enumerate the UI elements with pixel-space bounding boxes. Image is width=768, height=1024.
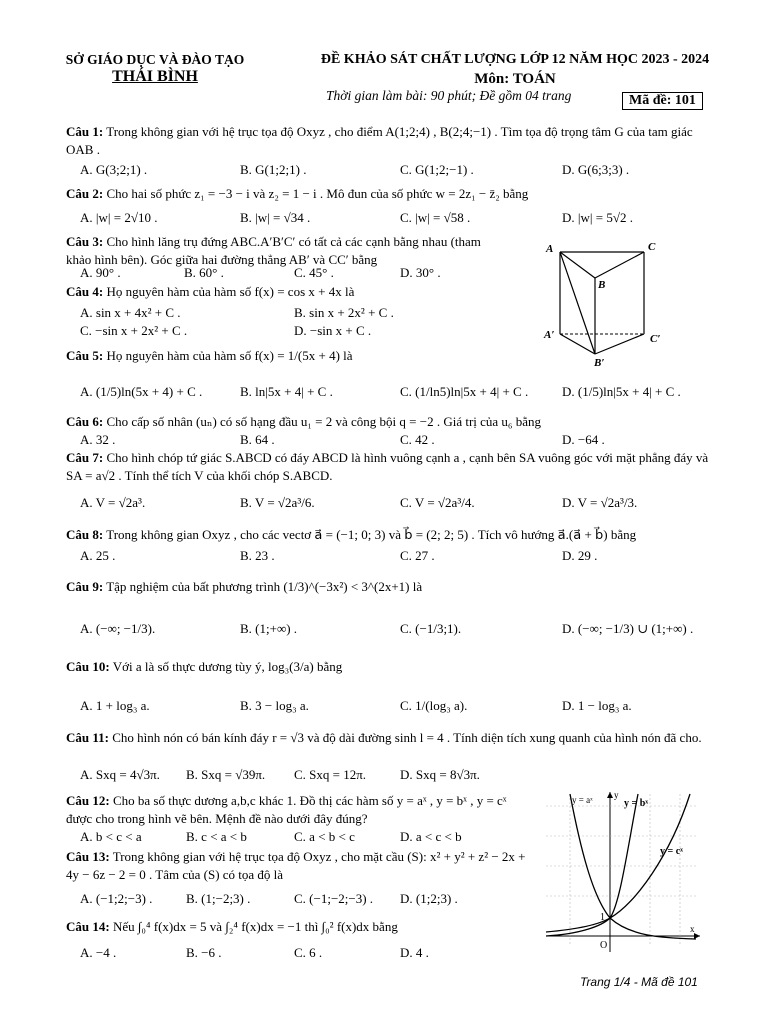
option-d: D. 4 . <box>400 945 429 960</box>
option-b: B. −6 . <box>186 945 222 960</box>
option-b: B. (1;+∞) . <box>240 621 298 636</box>
option-c: C. V = √2a³/4. <box>400 495 475 510</box>
option-d: D. (1/5)ln|5x + 4| + C . <box>562 384 681 399</box>
question-text: Nếu ∫₀⁴ f(x)dx = 5 và ∫₂⁴ f(x)dx = −1 thì ∫₀² f(x)dx bằng <box>112 919 398 934</box>
question-text: Trong không gian Oxyz , cho các vectơ a⃗ = (−1; 0; 3) và b⃗ = (2; 2; 5) . Tích vô hướng a⃗.(a⃗ + b⃗) bằng <box>106 527 637 542</box>
option-b: B. 60° . <box>184 265 224 280</box>
header-left <box>40 52 270 86</box>
subject: Môn: TOÁN <box>474 71 556 87</box>
prism-label-c-prime: C′ <box>650 333 661 345</box>
option-a: A. b < c < a <box>80 829 142 844</box>
label-one: 1 <box>600 912 605 923</box>
option-b: B. c < a < b <box>186 829 247 844</box>
question-8 <box>66 526 716 544</box>
option-b: B. 23 . <box>240 548 275 563</box>
option-c: C. a < b < c <box>294 829 355 844</box>
question-5 <box>66 347 716 365</box>
option-b: B. ln|5x + 4| + C . <box>240 384 333 399</box>
question-label: Câu 1: <box>66 124 104 139</box>
province-name: THÁI BÌNH <box>112 68 198 85</box>
question-label: Câu 7: <box>66 450 104 465</box>
option-a: A. V = √2a³. <box>80 495 146 510</box>
options-6 <box>80 431 720 449</box>
question-text: Tập nghiệm của bất phương trình (1/3)^(−3x²) < 3^(2x+1) là <box>106 579 423 594</box>
options-11 <box>80 766 720 784</box>
option-a: A. Sxq = 4√3π. <box>80 767 160 782</box>
question-9 <box>66 578 716 596</box>
question-label: Câu 9: <box>66 579 104 594</box>
options-1 <box>80 161 720 179</box>
option-c: C. G(1;2;−1) . <box>400 162 474 177</box>
question-text: Cho hai số phức z₁ = −3 − i và z₂ = 1 − i . Mô đun của số phức w = 2z₁ − z̄₂ bằng <box>106 186 529 201</box>
option-a: A. (−1;2;−3) . <box>80 891 153 906</box>
option-d: D. −64 . <box>562 432 605 447</box>
question-text: Với a là số thực dương tùy ý, log₃(3/a) bằng <box>112 659 343 674</box>
option-d: D. a < c < b <box>400 829 462 844</box>
question-text: Cho cấp số nhân (uₙ) có số hạng đầu u₁ = 2 và công bội q = −2 . Giá trị của u₆ bằng <box>106 414 541 429</box>
page-footer: Trang 1/4 - Mã đề 101 <box>580 975 698 989</box>
question-text: Trong không gian với hệ trục tọa độ Oxyz , cho điểm A(1;2;4) , B(2;4;−1) . Tìm tọa độ trọng tâm G của tam giác OAB . <box>66 124 693 157</box>
option-c: C. Sxq = 12π. <box>294 767 367 782</box>
question-4 <box>66 283 716 301</box>
exam-title: ĐỀ KHẢO SÁT CHẤT LƯỢNG LỚP 12 NĂM HỌC 2023 - 2024 <box>320 52 710 67</box>
option-d: D. 1 − log₃ a. <box>562 698 632 713</box>
department-name: SỞ GIÁO DỤC VÀ ĐÀO TẠO <box>65 52 245 67</box>
option-a: A. |w| = 2√10 . <box>80 210 158 225</box>
question-text: Trong không gian với hệ trục tọa độ Oxyz , cho mặt cầu (S): x² + y² + z² − 2x + 4y − 6z − 2 = 0 . Tâm của (S) có tọa độ là <box>66 849 526 882</box>
question-2 <box>66 185 716 203</box>
label-y-bx: y = bˣ <box>624 798 649 809</box>
option-d: D. Sxq = 8√3π. <box>400 767 480 782</box>
origin-label: O <box>600 940 608 951</box>
option-c: C. 1/(log₃ a). <box>400 698 468 713</box>
option-d: D. V = √2a³/3. <box>562 495 638 510</box>
option-b: B. Sxq = √39π. <box>186 767 266 782</box>
question-label: Câu 8: <box>66 527 104 542</box>
option-d: D. G(6;3;3) . <box>562 162 630 177</box>
question-7 <box>66 449 716 485</box>
question-text: Họ nguyên hàm của hàm số f(x) = 1/(5x + 4) là <box>106 348 353 363</box>
option-b: B. sin x + 2x² + C . <box>294 305 394 320</box>
question-text: Cho hình chóp tứ giác S.ABCD có đáy ABCD là hình vuông cạnh a , cạnh bên SA vuông góc với mặt phẳng đáy và SA = a√2 . Tính thể tích V của khối chóp S.ABCD. <box>66 450 709 483</box>
option-d: D. (−∞; −1/3) ∪ (1;+∞) . <box>562 621 694 636</box>
question-label: Câu 10: <box>66 659 110 674</box>
options-4a <box>80 304 720 322</box>
question-label: Câu 5: <box>66 348 104 363</box>
options-9 <box>80 620 720 638</box>
question-6 <box>66 413 716 431</box>
axis-label-x: x <box>690 924 695 934</box>
question-text: Họ nguyên hàm của hàm số f(x) = cos x + 4x là <box>106 284 355 299</box>
question-label: Câu 14: <box>66 919 110 934</box>
question-label: Câu 12: <box>66 793 110 808</box>
option-c: C. −sin x + 2x² + C . <box>80 323 188 338</box>
question-14 <box>66 918 526 936</box>
exponential-graph <box>540 786 710 956</box>
question-label: Câu 6: <box>66 414 104 429</box>
question-text: Cho hình nón có bán kính đáy r = √3 và độ dài đường sinh l = 4 . Tính diện tích xung quanh của hình nón đã cho. <box>112 730 702 745</box>
option-d: D. 29 . <box>562 548 598 563</box>
prism-label-c: C <box>648 241 656 253</box>
options-10 <box>80 697 720 715</box>
option-a: A. 32 . <box>80 432 116 447</box>
options-2 <box>80 209 720 227</box>
option-b: B. G(1;2;1) . <box>240 162 307 177</box>
option-c: C. 42 . <box>400 432 435 447</box>
option-c: C. |w| = √58 . <box>400 210 471 225</box>
option-c: C. (−1;−2;−3) . <box>294 891 374 906</box>
option-d: D. −sin x + C . <box>294 323 372 338</box>
options-7 <box>80 494 720 512</box>
option-a: A. −4 . <box>80 945 117 960</box>
option-a: A. (−∞; −1/3). <box>80 621 156 636</box>
option-b: B. |w| = √34 . <box>240 210 311 225</box>
options-5 <box>80 383 720 401</box>
question-10 <box>66 658 716 676</box>
option-b: B. (1;−2;3) . <box>186 891 251 906</box>
prism-label-a-prime: A′ <box>544 329 555 341</box>
question-label: Câu 13: <box>66 849 110 864</box>
option-a: A. G(3;2;1) . <box>80 162 148 177</box>
question-label: Câu 11: <box>66 730 109 745</box>
exam-code: Mã đề: 101 <box>622 92 703 110</box>
question-text: Cho ba số thực dương a,b,c khác 1. Đồ thị các hàm số y = aˣ , y = bˣ , y = cˣ được cho trong hình vẽ bên. Mệnh đề nào dưới đây đúng? <box>66 793 507 826</box>
question-label: Câu 2: <box>66 186 104 201</box>
option-d: D. |w| = 5√2 . <box>562 210 633 225</box>
question-label: Câu 3: <box>66 234 104 249</box>
option-a: A. (1/5)ln(5x + 4) + C . <box>80 384 203 399</box>
label-y-ax: y = aˣ <box>572 795 593 805</box>
question-12 <box>66 792 526 828</box>
time-info: Thời gian làm bài: 90 phút; Đề gồm 04 trang <box>326 88 572 103</box>
option-a: A. 1 + log₃ a. <box>80 698 150 713</box>
option-c: C. 27 . <box>400 548 435 563</box>
option-d: D. 30° . <box>400 265 441 280</box>
question-label: Câu 4: <box>66 284 104 299</box>
option-a: A. 90° . <box>80 265 121 280</box>
prism-label-b: B <box>598 279 606 291</box>
axis-label-y: y <box>614 790 619 800</box>
option-a: A. 25 . <box>80 548 116 563</box>
label-y-cx: y = cˣ <box>660 846 683 857</box>
option-c: C. (−1/3;1). <box>400 621 462 636</box>
option-a: A. sin x + 4x² + C . <box>80 305 181 320</box>
question-11 <box>66 729 716 747</box>
prism-label-a: A <box>546 243 554 255</box>
option-c: C. 45° . <box>294 265 334 280</box>
question-text: Cho hình lăng trụ đứng ABC.A′B′C′ có tất cả các cạnh bằng nhau (tham khảo hình bên). Góc giữa hai đường thẳng AB′ và CC′ bằng <box>66 234 481 267</box>
option-c: C. 6 . <box>294 945 323 960</box>
option-b: B. 3 − log₃ a. <box>240 698 309 713</box>
option-d: D. (1;2;3) . <box>400 891 458 906</box>
options-8 <box>80 547 720 565</box>
question-1 <box>66 123 716 159</box>
option-b: B. 64 . <box>240 432 275 447</box>
question-13 <box>66 848 526 884</box>
option-b: B. V = √2a³/6. <box>240 495 315 510</box>
prism-label-b-prime: B′ <box>594 357 605 368</box>
options-4b <box>80 322 720 340</box>
option-c: C. (1/ln5)ln|5x + 4| + C . <box>400 384 529 399</box>
